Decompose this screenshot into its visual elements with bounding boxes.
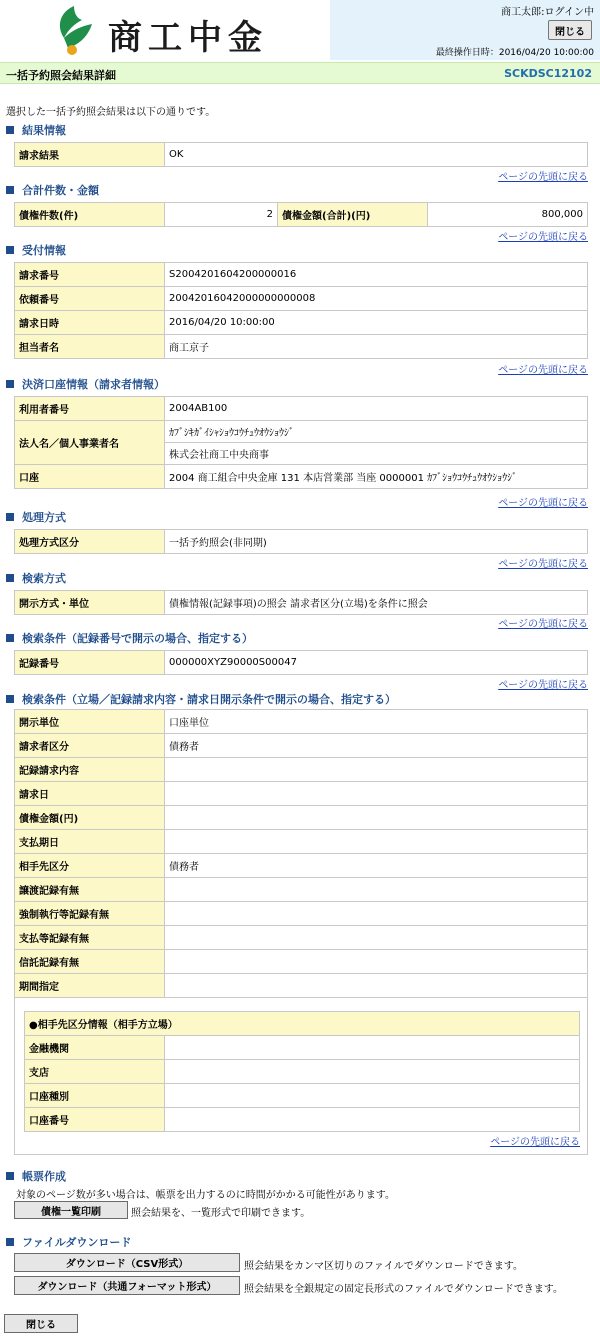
back-to-top-link[interactable]: ページの先頭に戻る: [498, 365, 588, 376]
table-row: [15, 651, 588, 675]
row-label: 強制執行等記録有無: [15, 902, 165, 926]
row-value: [165, 1108, 580, 1132]
row-label: 期間指定: [15, 974, 165, 998]
table-row: [25, 1012, 580, 1036]
table-row: [15, 782, 588, 806]
row-label: 依頼番号: [15, 287, 165, 311]
last-operation-time: 最終操作日時：2016/04/20 10:00:00: [435, 48, 594, 58]
square-bullet-icon: [6, 186, 14, 194]
table-row: [15, 878, 588, 902]
row-value: 2004 商工組合中央金庫 131 本店営業部 当座 0000001 ｶﾌﾞｼｮｳｺｳﾁｭｳｵｳｼｮｳｼﾞ: [165, 465, 588, 489]
header: [0, 0, 600, 60]
print-list-button[interactable]: 債権一覧印刷: [14, 1201, 128, 1219]
table-row: [15, 591, 588, 615]
title-bar: [0, 62, 600, 84]
count-label: 債権件数(件): [15, 203, 165, 227]
square-bullet-icon: [6, 574, 14, 582]
square-bullet-icon: [6, 246, 14, 254]
row-value: [165, 782, 588, 806]
back-to-top-link[interactable]: ページの先頭に戻る: [490, 1137, 580, 1148]
back-to-top-link[interactable]: ページの先頭に戻る: [498, 172, 588, 183]
back-to-top-link[interactable]: ページの先頭に戻る: [498, 498, 588, 509]
page-title: 一括予約照会結果詳細: [6, 69, 116, 82]
row-label: 支払期日: [15, 830, 165, 854]
row-label: 口座番号: [25, 1108, 165, 1132]
table-row: [15, 806, 588, 830]
row-value: [165, 878, 588, 902]
search-record-table: [14, 650, 588, 675]
row-label: 記録番号: [15, 651, 165, 675]
row-label: 記録請求内容: [15, 758, 165, 782]
row-value: [165, 1084, 580, 1108]
section-heading-search-record: 検索条件（記録番号で開示の場合、指定する）: [6, 630, 253, 646]
row-label: 請求日時: [15, 311, 165, 335]
logo: [0, 0, 330, 60]
table-row: [15, 421, 588, 443]
row-value: 商工京子: [165, 335, 588, 359]
row-label: 債権金額(円): [15, 806, 165, 830]
square-bullet-icon: [6, 380, 14, 388]
section-heading-download: ファイルダウンロード: [6, 1234, 131, 1250]
amount-value: 800,000: [428, 203, 588, 227]
account-table: [14, 396, 588, 489]
reception-table: [14, 262, 588, 359]
table-row: [15, 854, 588, 878]
back-to-top-link[interactable]: ページの先頭に戻る: [498, 232, 588, 243]
table-row: [15, 758, 588, 782]
table-row: [25, 1108, 580, 1132]
row-label: 金融機関: [25, 1036, 165, 1060]
back-to-top-link[interactable]: ページの先頭に戻る: [498, 559, 588, 570]
row-value: [165, 950, 588, 974]
table-row: [25, 1084, 580, 1108]
row-label: 口座: [15, 465, 165, 489]
user-status: 商工太郎:ログイン中: [501, 7, 594, 18]
table-row: [15, 926, 588, 950]
table-row: [15, 830, 588, 854]
section-heading-processing: 処理方式: [6, 509, 66, 525]
row-value: [165, 758, 588, 782]
section-heading-report: 帳票作成: [6, 1168, 66, 1184]
row-value: 000000XYZ90000S00047: [165, 651, 588, 675]
row-value: 2004AB100: [165, 397, 588, 421]
row-value: [165, 830, 588, 854]
square-bullet-icon: [6, 126, 14, 134]
row-value: [165, 926, 588, 950]
row-label: 請求者区分: [15, 734, 165, 758]
row-label: 法人名／個人事業者名: [15, 421, 165, 465]
row-value: [165, 1036, 580, 1060]
row-label: 担当者名: [15, 335, 165, 359]
intro-text: 選択した一括予約照会結果は以下の通りです。: [6, 107, 216, 118]
square-bullet-icon: [6, 513, 14, 521]
row-value: 債務者: [165, 854, 588, 878]
row-value: 2016/04/20 10:00:00: [165, 311, 588, 335]
table-row: [15, 311, 588, 335]
processing-table: [14, 529, 588, 554]
logo-text: 商工中金: [108, 18, 268, 58]
search-status-table: [14, 709, 588, 998]
square-bullet-icon: [6, 1238, 14, 1246]
table-row: [15, 335, 588, 359]
result-label: 請求結果: [15, 143, 165, 167]
search-method-table: [14, 590, 588, 615]
result-value: OK: [165, 143, 588, 167]
table-row: [15, 902, 588, 926]
section-heading-result: 結果情報: [6, 122, 66, 138]
section-heading-search-status: 検索条件（立場／記録請求内容・請求日開示条件で開示の場合、指定する）: [6, 691, 396, 707]
row-label: 請求日: [15, 782, 165, 806]
count-value: 2: [165, 203, 278, 227]
print-list-desc: 照会結果を、一覧形式で印刷できます。: [131, 1208, 311, 1219]
table-row: [15, 143, 588, 167]
result-table: [14, 142, 588, 167]
section-heading-search-method: 検索方式: [6, 570, 66, 586]
download-csv-button[interactable]: ダウンロード（CSV形式）: [14, 1253, 240, 1272]
row-label: 請求番号: [15, 263, 165, 287]
totals-table: [14, 202, 588, 227]
row-label: 開示単位: [15, 710, 165, 734]
section-heading-account: 決済口座情報（請求者情報）: [6, 376, 165, 392]
square-bullet-icon: [6, 1172, 14, 1180]
counterparty-table: [24, 1011, 580, 1132]
row-label: 信託記録有無: [15, 950, 165, 974]
corp-kana: ｶﾌﾞｼｷｶﾞｲｼｬｼｮｳｺｳﾁｭｳｵｳｼｮｳｼﾞ: [165, 421, 588, 443]
table-row: [15, 397, 588, 421]
section-heading-totals: 合計件数・金額: [6, 182, 99, 198]
row-value: 一括予約照会(非同期): [165, 530, 588, 554]
row-label: 処理方式区分: [15, 530, 165, 554]
row-label: 支店: [25, 1060, 165, 1084]
download-csv-desc: 照会結果をカンマ区切りのファイルでダウンロードできます。: [244, 1261, 523, 1272]
table-row: [15, 530, 588, 554]
table-row: [15, 287, 588, 311]
table-row: [15, 950, 588, 974]
download-fixed-desc: 照会結果を全銀規定の固定長形式のファイルでダウンロードできます。: [244, 1284, 563, 1295]
counterparty-title: ●相手先区分情報（相手方立場）: [25, 1012, 580, 1036]
back-to-top-link[interactable]: ページの先頭に戻る: [498, 619, 588, 630]
row-label: 口座種別: [25, 1084, 165, 1108]
close-button-top[interactable]: 閉じる: [548, 20, 592, 40]
report-note: 対象のページ数が多い場合は、帳票を出力するのに時間がかかる可能性があります。: [16, 1190, 395, 1201]
row-label: 開示方式・単位: [15, 591, 165, 615]
table-row: [25, 1036, 580, 1060]
download-fixed-button[interactable]: ダウンロード（共通フォーマット形式）: [14, 1276, 240, 1295]
row-label: 支払等記録有無: [15, 926, 165, 950]
table-row: [15, 734, 588, 758]
logo-mark-icon: [52, 4, 96, 56]
table-row: [15, 203, 588, 227]
row-value: 債務者: [165, 734, 588, 758]
row-value: [165, 806, 588, 830]
screen-id: SCKDSC12102: [504, 67, 592, 80]
row-value: [165, 1060, 580, 1084]
amount-label: 債権金額(合計)(円): [278, 203, 428, 227]
row-label: 利用者番号: [15, 397, 165, 421]
row-value: S2004201604200000016: [165, 263, 588, 287]
row-label: 譲渡記録有無: [15, 878, 165, 902]
row-label: 相手先区分: [15, 854, 165, 878]
table-row: [25, 1060, 580, 1084]
corp-name: 株式会社商工中央商事: [165, 443, 588, 465]
row-value: [165, 902, 588, 926]
square-bullet-icon: [6, 634, 14, 642]
table-row: [15, 974, 588, 998]
row-value: [165, 974, 588, 998]
row-value: 口座単位: [165, 710, 588, 734]
table-row: [15, 710, 588, 734]
table-row: [15, 263, 588, 287]
close-button-bottom[interactable]: 閉じる: [4, 1314, 78, 1333]
section-heading-reception: 受付情報: [6, 242, 66, 258]
row-value: 20042016042000000000008: [165, 287, 588, 311]
square-bullet-icon: [6, 695, 14, 703]
table-row: [15, 465, 588, 489]
back-to-top-link[interactable]: ページの先頭に戻る: [498, 680, 588, 691]
header-info: [330, 0, 600, 60]
row-value: 債権情報(記録事項)の照会 請求者区分(立場)を条件に照会: [165, 591, 588, 615]
